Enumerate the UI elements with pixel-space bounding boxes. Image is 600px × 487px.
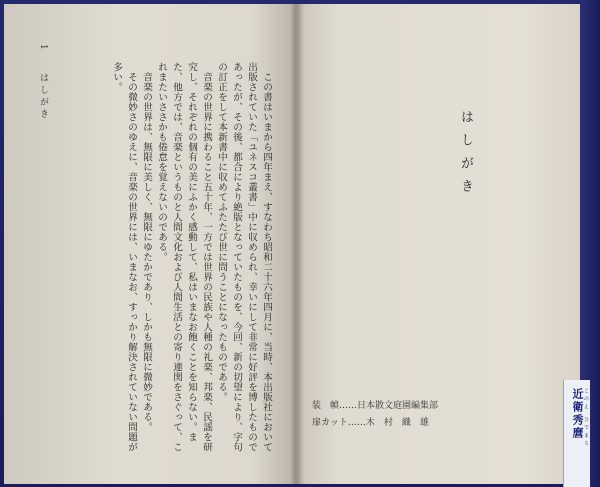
author-name: 近衛秀麿 bbox=[571, 388, 584, 440]
author-furigana: このえ ひでまろ bbox=[583, 388, 589, 449]
book-gutter bbox=[290, 4, 304, 484]
chapter-title: はしがき bbox=[458, 110, 473, 202]
open-book bbox=[4, 4, 584, 484]
page-header bbox=[37, 44, 50, 121]
paragraph: 音楽の世界は、無限に美しく、無限にゆたかであり、しかも無限に微妙である。 bbox=[141, 71, 152, 432]
body-text bbox=[64, 62, 274, 452]
page-number: 1 bbox=[38, 44, 48, 53]
left-page bbox=[4, 4, 296, 484]
credit-line: 装 幀……日本散文庭園編集部 bbox=[312, 401, 439, 411]
paragraph: この書はいまから四年まえ、すなわち昭和二十六年四月に、当時、本出版社において出版されていた「ユネスコ叢書」中に収められ、幸いにして非常に好評を博したものであったが、その後、都合により絶版となっていたものを、今回、新の切望により、字句の訂正をして本新書中に収めてふたたび世に問うことになったものである。 bbox=[216, 62, 272, 452]
credit-line: 扉カット……木 村 織 雄 bbox=[312, 418, 429, 428]
running-head: はしがき bbox=[38, 72, 48, 121]
paragraph: その微妙さのゆえに、音楽の世界には、いまなお、すっかり解決されていない問題が多い。 bbox=[111, 62, 137, 452]
paragraph: 音楽の世界に携わること五十年、一方では世界の民族や人種の礼楽、邦楽、民謡を研究し、それぞれの個有の美にふかく感動して、私はいまなお飽くことを知らない。また、他方では、音楽というものと人間文化および人間生活との寄り連関をさぐって、これまたいささかも倦怠を覚えないのである。 bbox=[156, 62, 212, 452]
credits bbox=[312, 398, 438, 432]
